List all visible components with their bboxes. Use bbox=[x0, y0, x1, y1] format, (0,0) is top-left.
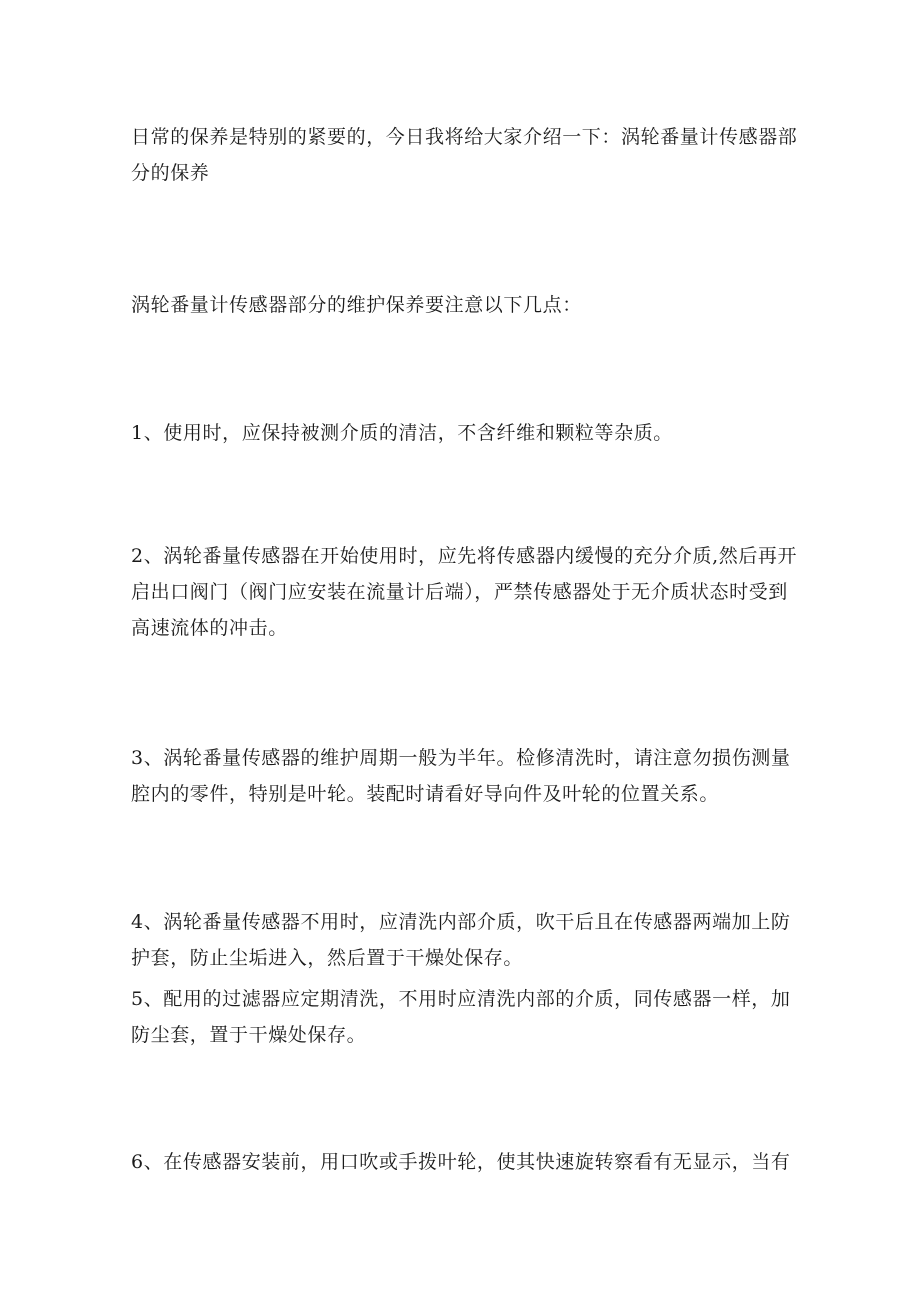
item-5-paragraph: 5、配用的过滤器应定期清洗，不用时应清洗内部的介质，同传感器一样，加防尘套，置于干燥处保存。 bbox=[131, 988, 791, 1046]
intro-paragraph: 日常的保养是特别的紧要的，今日我将给大家介绍一下：涡轮番量计传感器部分的保养 bbox=[131, 126, 798, 184]
item-1-paragraph: 1、使用时，应保持被测介质的清洁，不含纤维和颗粒等杂质。 bbox=[131, 422, 673, 444]
item-4-paragraph: 4、涡轮番量传感器不用时，应清洗内部介质，吹干后且在传感器两端加上防护套，防止尘垢进入，然后置于干燥处保存。 bbox=[131, 911, 791, 969]
section-heading: 涡轮番量计传感器部分的维护保养要注意以下几点： bbox=[131, 294, 582, 316]
item-6-paragraph: 6、在传感器安装前，用口吹或手拨叶轮，使其快速旋转察看有无显示，当有 bbox=[131, 1151, 791, 1173]
item-3-paragraph: 3、涡轮番量传感器的维护周期一般为半年。检修清洗时，请注意勿损伤测量腔内的零件，特别是叶轮。装配时请看好导向件及叶轮的位置关系。 bbox=[131, 747, 791, 805]
item-2-paragraph: 2、涡轮番量传感器在开始使用时，应先将传感器内缓慢的充分介质,然后再开启出口阀门（阀门应安装在流量计后端），严禁传感器处于无介质状态时受到高速流体的冲击。 bbox=[131, 545, 798, 639]
